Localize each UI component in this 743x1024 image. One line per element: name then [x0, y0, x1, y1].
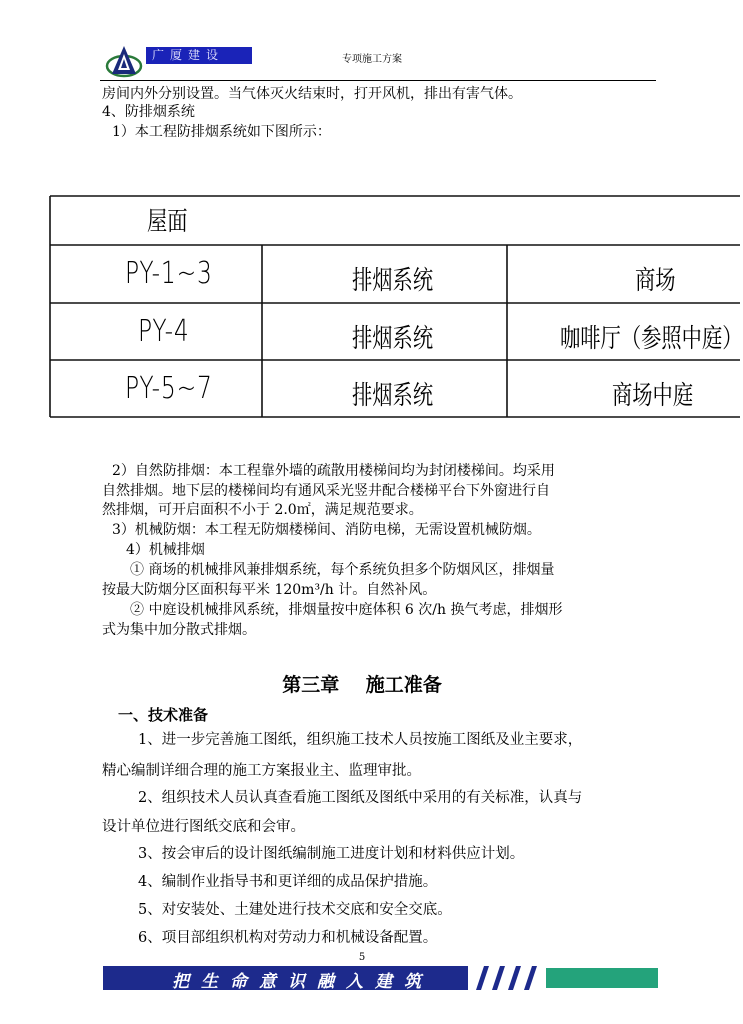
paragraph-line: 按最大防烟分区面积每平米 120m³/h 计。自然补风。	[102, 582, 437, 598]
paragraph-line: 4、编制作业指导书和更详细的成品保护措施。	[138, 874, 438, 890]
served-area: 商场中庭	[612, 381, 694, 411]
document-title: 专项施工方案	[342, 54, 402, 65]
paragraph-line: 自然排烟。地下层的楼梯间均有通风采光竖井配合楼梯平台下外窗进行自	[102, 483, 550, 499]
paragraph-line: 2、组织技术人员认真查看施工图纸及图纸中采用的有关标准，认真与	[138, 790, 583, 806]
paragraph-line: 4）机械排烟	[126, 542, 205, 558]
fan-code: PY-1~3	[125, 256, 213, 291]
footer-slogan: 把生命意识融入建筑	[172, 972, 433, 992]
paragraph-line: ① 商场的机械排风兼排烟系统，每个系统负担多个防烟风区，排烟量	[130, 562, 555, 578]
system-name: 排烟系统	[352, 324, 434, 354]
smoke-exhaust-figure	[50, 196, 743, 417]
paragraph-line: 然排烟，可开启面积不小于 2.0㎡，满足规范要求。	[102, 502, 423, 518]
paragraph-line: 5、对安装处、土建处进行技术交底和安全交底。	[138, 902, 452, 918]
company-logo	[104, 44, 144, 78]
paragraph-line: 6、项目部组织机构对劳动力和机械设备配置。	[138, 930, 438, 946]
paragraph-line: 2）自然防排烟：本工程靠外墙的疏散用楼梯间均为封闭楼梯间。均采用	[112, 463, 555, 479]
paragraph-line: 精心编制详细合理的施工方案报业主、监理审批。	[102, 763, 421, 779]
paragraph-line: 式为集中加分散式排烟。	[102, 622, 256, 638]
body-line: 房间内外分别设置。当气体灭火结束时，打开风机，排出有害气体。	[102, 86, 522, 102]
fan-code: PY-4	[138, 314, 190, 349]
company-name: 广厦建设	[146, 47, 252, 64]
paragraph-line: 1、进一步完善施工图纸，组织施工技术人员按施工图纸及业主要求，	[138, 732, 583, 748]
paragraph-line: 3）机械防烟：本工程无防烟楼梯间、消防电梯，无需设置机械防烟。	[112, 522, 541, 538]
list-item: 1）本工程防排烟系统如下图所示：	[112, 124, 331, 140]
roof-label: 屋面	[147, 207, 188, 237]
paragraph-line: 设计单位进行图纸交底和会审。	[102, 819, 305, 835]
subheading: 4、防排烟系统	[102, 104, 195, 120]
chapter-title: 第三章 施工准备	[282, 674, 442, 696]
system-name: 排烟系统	[352, 381, 434, 411]
served-area: 商场	[635, 266, 676, 296]
section-heading: 一、技术准备	[118, 706, 209, 724]
paragraph-line: ② 中庭设机械排风系统，排烟量按中庭体积 6 次/h 换气考虑，排烟形	[130, 602, 563, 618]
served-area: 咖啡厅（参照中庭）	[560, 324, 743, 354]
fan-code: PY-5~7	[125, 371, 213, 406]
paragraph-line: 3、按会审后的设计图纸编制施工进度计划和材料供应计划。	[138, 846, 525, 862]
header-divider	[100, 80, 656, 81]
footer-stripes	[468, 966, 658, 990]
system-name: 排烟系统	[352, 266, 434, 296]
page-number: 5	[358, 952, 366, 963]
